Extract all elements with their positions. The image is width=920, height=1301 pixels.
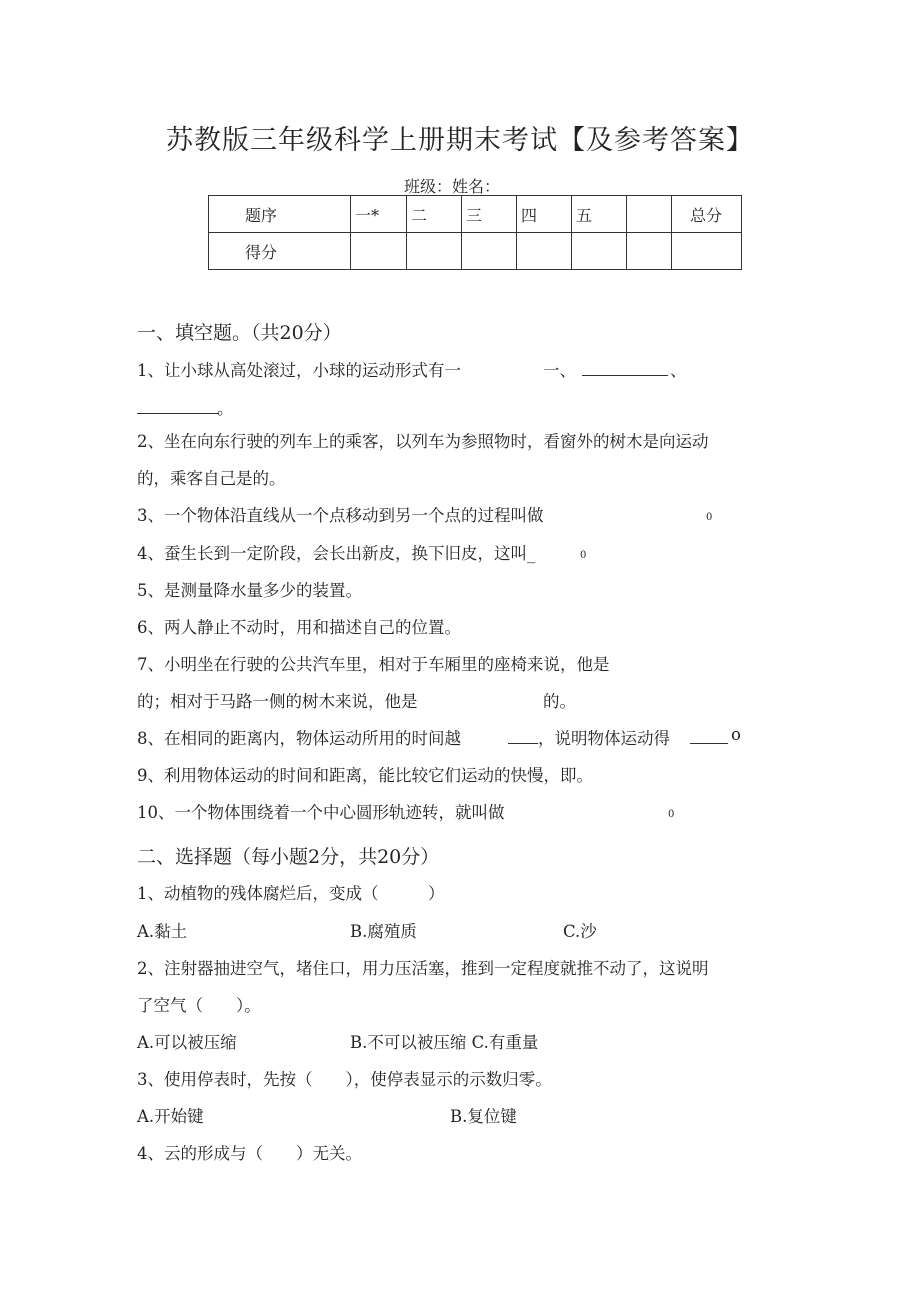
question-text: 5、是测量降水量多少的装置。	[137, 581, 362, 600]
question-text: 了空气（ ）。	[137, 996, 261, 1015]
score-cell	[572, 233, 627, 270]
option-a: A.黏土	[137, 922, 188, 941]
score-cell	[517, 233, 572, 270]
question-text: 4、云的形成与（ ）无关。	[137, 1144, 362, 1163]
question-text: 的；相对于马路一侧的树木来说，他是	[137, 692, 418, 711]
question-text: 1、让小球从高处滚过，小球的运动形式有一	[137, 361, 461, 380]
question-text: 。	[217, 399, 234, 418]
question-text: 1、动植物的残体腐烂后，变成（ ）	[137, 884, 445, 903]
question-text: 4、蚕生长到一定阶段，会长出新皮，换下旧皮，这叫_	[137, 544, 536, 563]
table-header-cell: 五	[572, 196, 627, 233]
question-text: 7、小明坐在行驶的公共汽车里，相对于车厢里的座椅来说，他是	[137, 655, 610, 674]
answer-blank	[582, 359, 668, 376]
question-text: 3、使用停表时，先按（ ），使停表显示的示数归零。	[137, 1070, 552, 1089]
question-end-mark: 0	[668, 809, 675, 820]
question-text: 8、在相同的距离内，物体运动所用的时间越	[137, 729, 461, 748]
question-text: 的，乘客自己是的。	[137, 469, 286, 488]
table-header-cell: 四	[517, 196, 572, 233]
table-header-cell	[627, 196, 672, 233]
score-cell	[351, 233, 407, 270]
answer-blank	[137, 397, 219, 414]
answer-blank	[508, 727, 538, 744]
option-b: B.复位键	[450, 1107, 517, 1126]
question-text: 10、一个物体围绕着一个中心圆形轨迹转，就叫做	[137, 803, 505, 822]
table-header-cell: 一*	[351, 196, 407, 233]
score-table	[208, 195, 742, 270]
score-cell	[407, 233, 462, 270]
table-header-cell: 总分	[672, 196, 742, 233]
document-title: 苏教版三年级科学上册期末考试【及参考答案】	[166, 125, 754, 156]
option-a: A.可以被压缩	[137, 1033, 237, 1052]
question-text: 9、利用物体运动的时间和距离，能比较它们运动的快慢，即。	[137, 766, 593, 785]
option-a: A.开始键	[137, 1107, 204, 1126]
question-end-mark: 0	[706, 512, 713, 523]
question-end-mark: 0	[580, 550, 587, 561]
question-text: 6、两人静止不动时，用和描述自己的位置。	[137, 618, 461, 637]
score-table-header-row	[209, 196, 742, 233]
question-text: 2、注射器抽进空气，堵住口，用力压活塞，推到一定程度就推不动了，这说明	[137, 959, 709, 978]
section-heading: 二、选择题（每小题2分，共20分）	[137, 846, 440, 868]
option-b: B.不可以被压缩 C.有重量	[350, 1033, 539, 1052]
table-header-cell: 三	[462, 196, 517, 233]
question-text: 、	[670, 361, 687, 380]
class-name-line: 班级：姓名：	[404, 177, 501, 196]
question-text: ，说明物体运动得	[538, 729, 670, 748]
question-text: 3、一个物体沿直线从一个点移动到另一个点的过程叫做	[137, 506, 544, 525]
option-b: B.腐殖质	[350, 922, 417, 941]
section-heading: 一、填空题。（共20分）	[137, 322, 342, 344]
score-cell	[462, 233, 517, 270]
option-c: C.沙	[563, 922, 597, 941]
table-header-cell: 题序	[209, 196, 351, 233]
question-text: 2、坐在向东行驶的列车上的乘客，以列车为参照物时，看窗外的树木是向运动	[137, 432, 709, 451]
score-cell	[627, 233, 672, 270]
score-table-score-row	[209, 233, 742, 270]
table-row-label: 得分	[209, 233, 351, 270]
table-header-cell: 二	[407, 196, 462, 233]
answer-blank	[690, 727, 728, 744]
question-text: 一、	[543, 361, 576, 380]
score-cell	[672, 233, 742, 270]
question-end-mark: o	[731, 725, 741, 744]
question-text: 的。	[543, 692, 576, 711]
